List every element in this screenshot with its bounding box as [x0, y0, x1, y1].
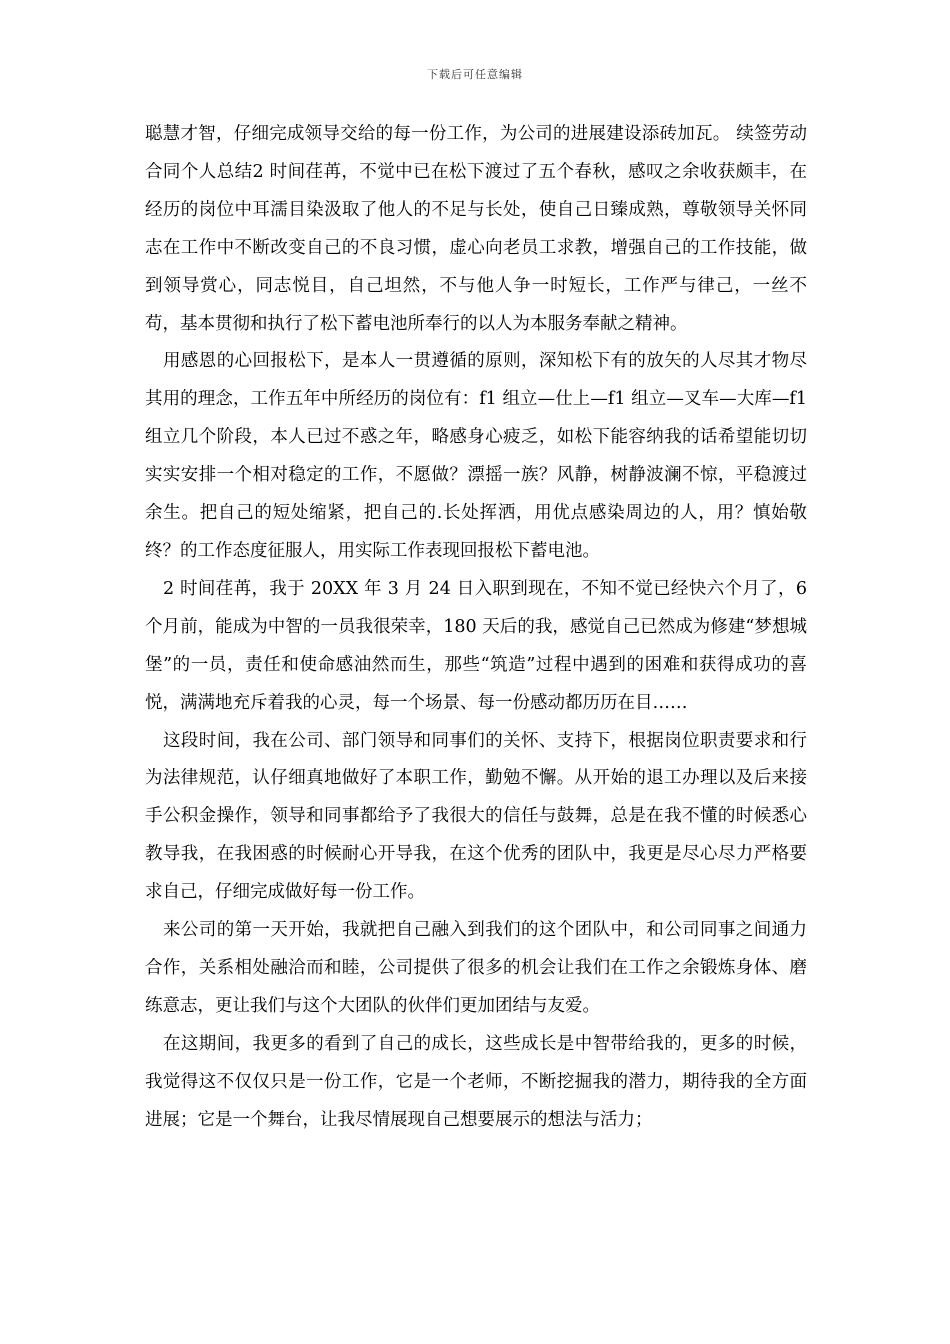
paragraph-5: 来公司的第一天开始，我就把自己融入到我们的这个团队中，和公司同事之间通力合作，关系相处融洽而和睦，公司提供了很多的机会让我们在工作之余锻炼身体、磨练意志，更让我们与这个大团队的伙伴们更加团结与友爱。	[145, 920, 807, 1016]
paragraph-6: 在这期间，我更多的看到了自己的成长，这些成长是中智带给我的，更多的时候，我觉得这不仅仅只是一份工作，它是一个老师，不断挖掘我的潜力，期待我的全方面进展；它是一个舞台，让我尽情展现自己想要展示的想法与活力；	[145, 1033, 807, 1130]
paragraph-4: 这段时间，我在公司、部门领导和同事们的关怀、支持下，根据岗位职责要求和行为法律规范，认仔细真地做好了本职工作，勤勉不懈。从开始的退工办理以及后来接手公积金操作，领导和同事都给予了我很大的信任与鼓舞，总是在我不懂的时候悉心教导我，在我困惑的时候耐心开导我，在这个优秀的团队中，我更是尽心尽力严格要求自己，仔细完成做好每一份工作。	[145, 730, 807, 903]
paragraph-1: 聪慧才智，仔细完成领导交给的每一份工作，为公司的进展建设添砖加瓦。 续签劳动合同个人总结2 时间荏苒，不觉中已在松下渡过了五个春秋，感叹之余收获颇丰，在经历的岗位中耳濡目染汲取了他人的不足与长处，使自己日臻成熟，尊敬领导关怀同志在工作中不断改变自己的不良习惯，虚心向老员工求教，增强自己的工作技能，做到领导赏心，同志悦目，自己坦然，不与他人争一时短长，工作严与律己，一丝不苟，基本贯彻和执行了松下蓄电池所奉行的以人为本服务奉献之精神。	[145, 124, 807, 334]
header-note: 下载后可任意编辑	[427, 68, 523, 81]
document-body	[145, 116, 807, 1139]
paragraph-3: 2 时间荏苒，我于 20XX 年 3 月 24 日入职到现在，不知不觉已经快六个月了，6 个月前，能成为中智的一员我很荣幸，180 天后的我，感觉自己已然成为修建“梦想城堡”的一员，责任和使命感油然而生，那些“筑造”过程中遇到的困难和获得成功的喜悦，满满地充斥着我的心灵，每一个场景、每一份感动都历历在目……	[145, 578, 807, 713]
paragraph-2: 用感恩的心回报松下，是本人一贯遵循的原则，深知松下有的放矢的人尽其才物尽其用的理念，工作五年中所经历的岗位有：f1 组立—仕上—f1 组立—叉车—大库—f1 组立几个阶段，本人已过不惑之年，略感身心疲乏，如松下能容纳我的话希望能切切实实安排一个相对稳定的工作，不愿做？漂摇一族？风静，树静波澜不惊，平稳渡过余生。把自己的短处缩紧，把自己的.长处挥洒，用优点感染周边的人，用？慎始敬终？的工作态度征服人，用实际工作表现回报松下蓄电池。	[145, 351, 807, 561]
